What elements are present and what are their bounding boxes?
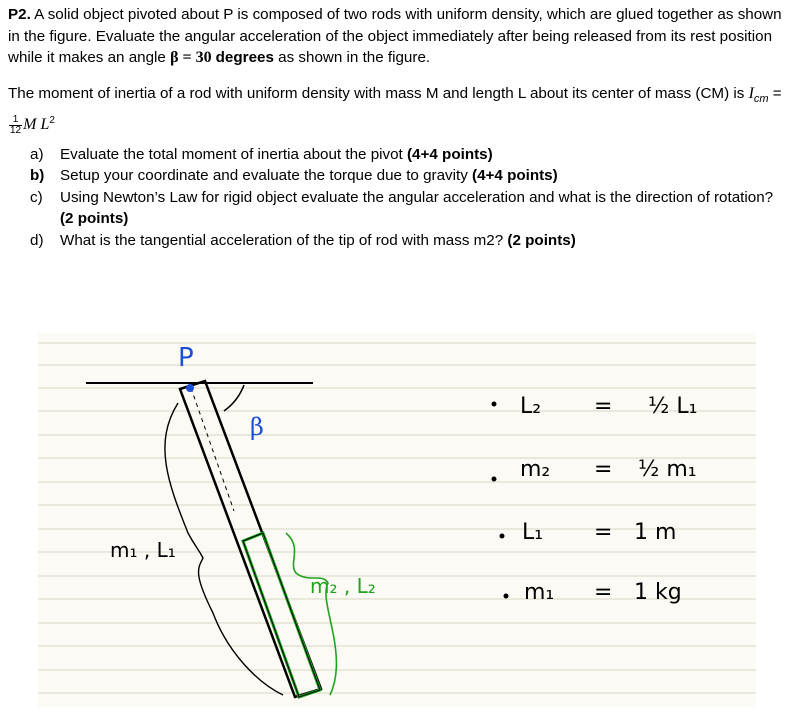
given-eq: = xyxy=(594,520,613,545)
given-eq: = xyxy=(594,394,613,419)
cm-subscript: cm xyxy=(753,92,769,105)
given-right: 1 kg xyxy=(634,580,682,605)
rod-2-label: m₂ , L₂ xyxy=(310,574,376,598)
problem-text xyxy=(8,4,784,251)
question-text: What is the tangential acceleration of the tip of rod with mass m2? xyxy=(60,231,508,249)
fraction-denominator: 12 xyxy=(10,124,22,136)
question-label: b) xyxy=(30,167,45,185)
question-points: (2 points) xyxy=(60,210,129,228)
length-power: 2 xyxy=(49,115,55,127)
intro-end: as shown in the figure. xyxy=(273,49,431,66)
question-item xyxy=(8,230,784,252)
question-text: Setup your coordinate and evaluate the torque due to gravity xyxy=(60,167,473,185)
question-label: a) xyxy=(30,145,44,163)
question-points: (4+4 points) xyxy=(472,167,558,185)
inertia-symbol: I xyxy=(748,84,754,102)
given-right: ½ m₁ xyxy=(638,457,697,482)
moment-text: The moment of inertia of a rod with uniform density with mass M and length L about its center of mass (CM) is xyxy=(8,84,749,102)
question-label: c) xyxy=(30,188,43,206)
inertia-equals: = xyxy=(768,84,782,102)
fraction-numerator: 1 xyxy=(9,115,22,126)
question-text: Using Newton’s Law for rigid object evaluate the angular acceleration and what is the direction of rotation? xyxy=(60,188,774,206)
question-points: (2 points) xyxy=(507,231,576,249)
question-item xyxy=(8,165,784,187)
problem-number: P2. xyxy=(8,6,31,23)
given-right: ½ L₁ xyxy=(648,394,698,419)
handwritten-figure xyxy=(38,333,756,707)
question-list xyxy=(8,144,784,252)
bullet-icon xyxy=(492,402,497,407)
question-label: d) xyxy=(30,231,44,249)
problem-statement xyxy=(8,4,784,69)
question-item xyxy=(8,144,784,166)
moment-of-inertia-statement xyxy=(8,83,784,136)
angle-label: β xyxy=(250,413,264,441)
bullet-icon xyxy=(492,477,497,482)
angle-unit: degrees xyxy=(215,49,274,66)
given-left: L₂ xyxy=(520,394,542,419)
angle-equals: = 30 xyxy=(178,49,216,66)
question-points: (4+4 points) xyxy=(407,145,493,163)
question-text: Evaluate the total moment of inertia about the pivot xyxy=(60,145,407,163)
mass-length: M L xyxy=(23,116,50,134)
given-left: m₁ xyxy=(524,580,555,605)
pivot-label: P xyxy=(178,343,194,373)
angle-symbol: β xyxy=(170,49,179,66)
fraction-one-twelfth xyxy=(9,115,22,136)
given-eq: = xyxy=(594,457,613,482)
bullet-icon xyxy=(504,594,509,599)
given-left: m₂ xyxy=(520,457,551,482)
given-eq: = xyxy=(594,580,613,605)
problem-intro: A solid object pivoted about P is composed of two rods with uniform density, which are glued together as shown in the figure. Evaluate the angular acceleration of the object immediately after being released from its rest position while it makes an angle xyxy=(8,6,782,66)
rod-1-label: m₁ , L₁ xyxy=(110,538,176,562)
given-right: 1 m xyxy=(634,520,677,545)
question-item xyxy=(8,187,784,230)
pivot-point xyxy=(186,384,194,392)
given-left: L₁ xyxy=(522,520,544,545)
bullet-icon xyxy=(500,534,505,539)
